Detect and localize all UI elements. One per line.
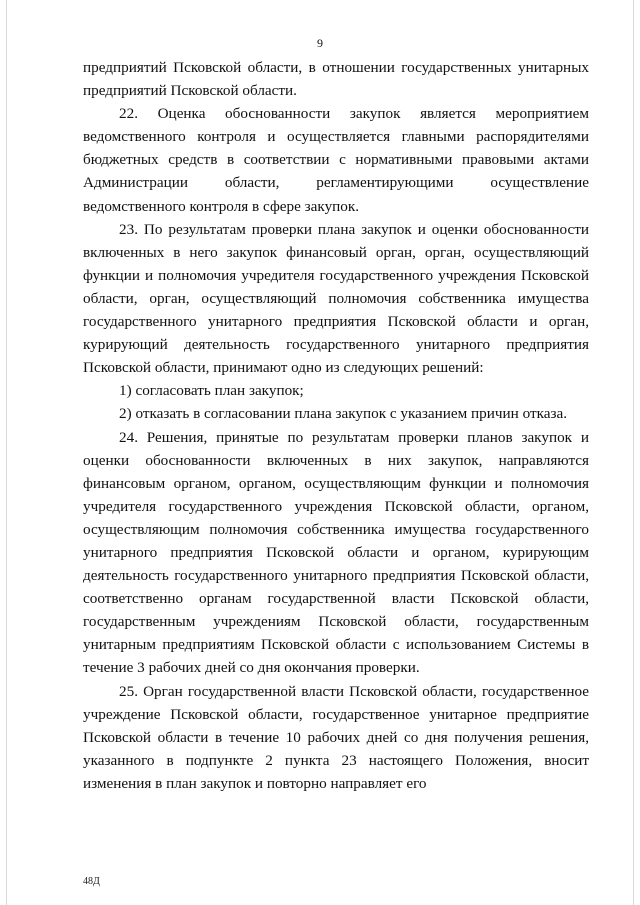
page-number: 9 <box>317 36 323 50</box>
paragraph-continuation: предприятий Псковской области, в отношении государственных унитарных предприятий Псковской области. <box>83 59 589 100</box>
paragraph-24: 24. Решения, принятые по результатам проверки планов закупок и оценки обоснованности включенных в них закупок, направляются финансовым органом, органом, осуществляющим функции и полномочия учредителя государственного учреждения Псковской области, органом, осуществляющим полномочия собственника имущества государственного унитарного предприятия Псковской области и органом, курирующим деятельность государственного унитарного предприятия Псковской области, соответственно органам государственной власти Псковской области, государственным учреждениям Псковской области, государственным унитарным предприятиям Псковской области с использованием Системы в течение 3 рабочих дней со дня окончания проверки. <box>83 428 589 677</box>
scan-edge-right <box>633 0 634 905</box>
paragraph-23: 23. По результатам проверки плана закупок и оценки обоснованности включенных в него закупок финансовый орган, орган, осуществляющий функции и полномочия учредителя государственного учреждения Псковской области, орган, осуществляющий полномочия собственника имущества государственного унитарного предприятия Псковской области и орган, курирующий деятельность государственного унитарного предприятия Псковской области, принимают одно из следующих решений: <box>83 220 589 377</box>
scan-edge-left <box>6 0 7 905</box>
paragraph-25: 25. Орган государственной власти Псковской области, государственное учреждение Псковской области, государственное унитарное предприятие Псковской области в течение 10 рабочих дней со дня получения решения, указанного в подпункте 2 пункта 23 настоящего Положения, вносит изменения в план закупок и повторно направляет его <box>83 682 589 792</box>
paragraph-22: 22. Оценка обоснованности закупок является мероприятием ведомственного контроля и осуществляется главными распорядителями бюджетных средств в соответствии с нормативными правовыми актами Администрации области, регламентирующими осуществление ведомственного контроля в сфере закупок. <box>83 105 589 215</box>
paragraph-23-item-2: 2) отказать в согласовании плана закупок с указанием причин отказа. <box>119 405 568 423</box>
footer-document-code: 48Д <box>83 876 100 887</box>
document-body <box>83 56 589 795</box>
paragraph-23-item-1: 1) согласовать план закупок; <box>119 382 304 400</box>
